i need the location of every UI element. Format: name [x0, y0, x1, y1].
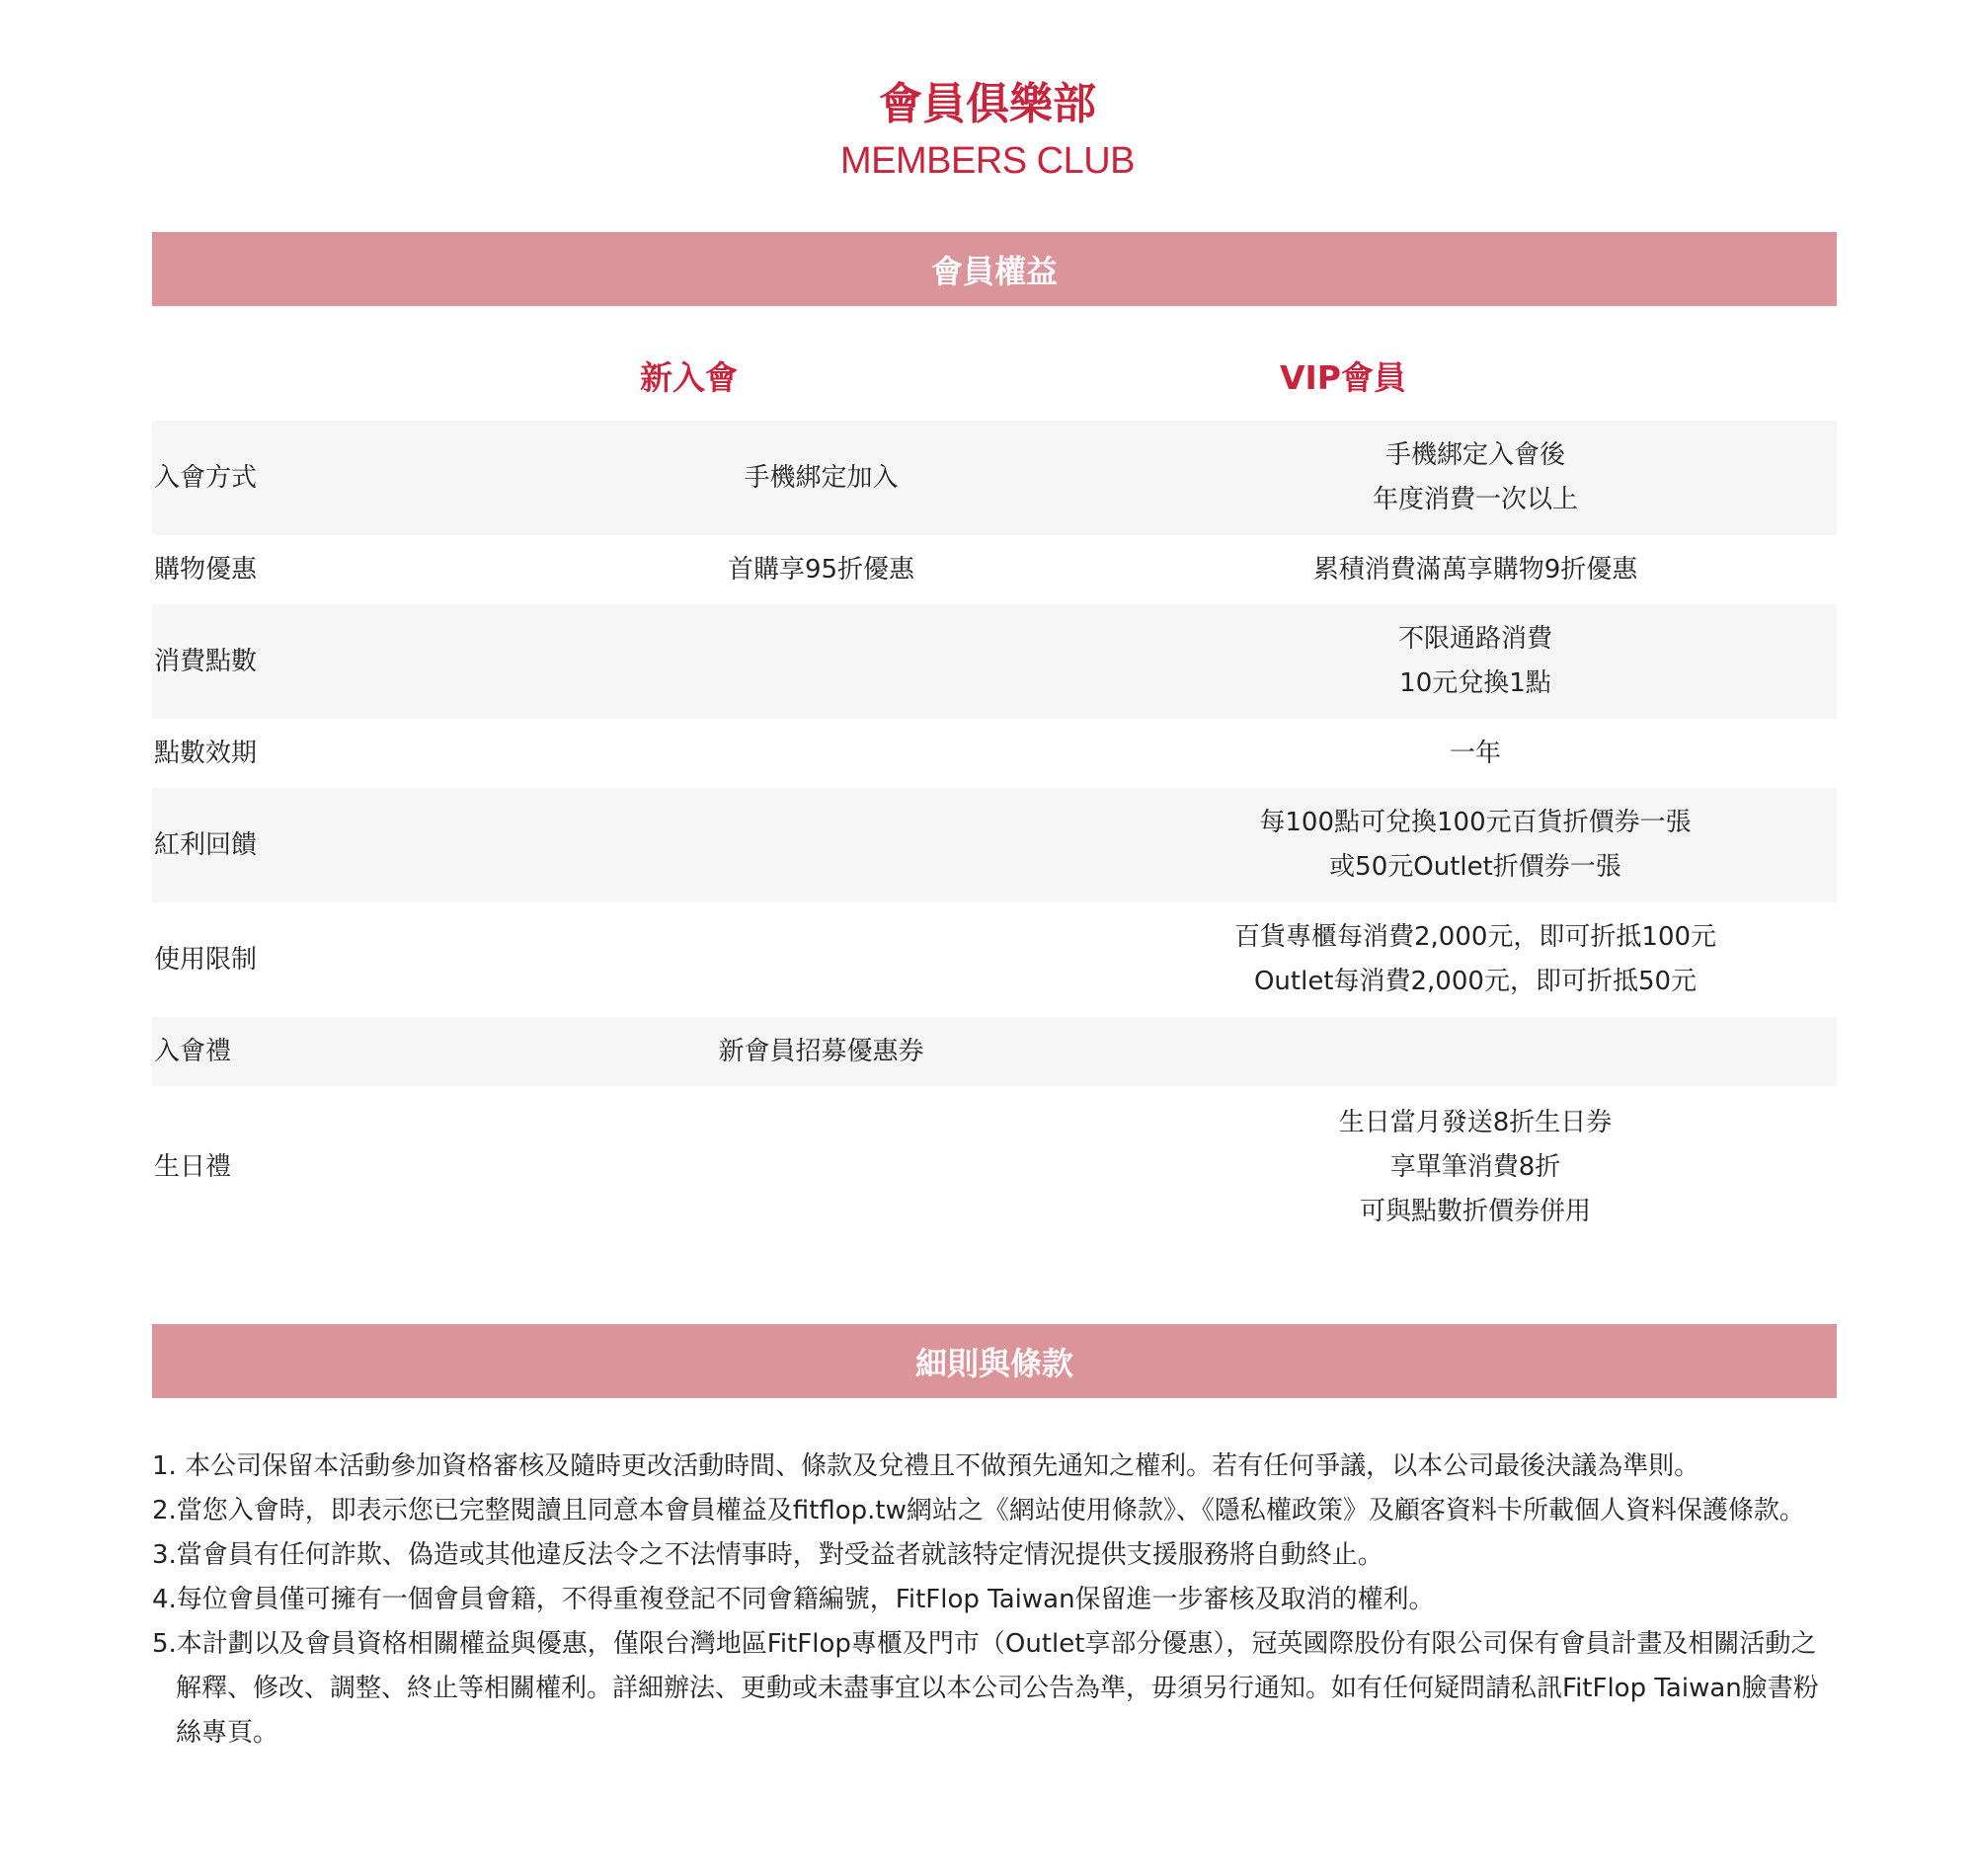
benefits-table: [152, 421, 1837, 1249]
benefit-cell-line: 新會員招募優惠券: [718, 1036, 924, 1066]
benefit-cell-line: 生日當月發送8折生日券: [1338, 1108, 1613, 1137]
benefit-cell-vip: [1228, 433, 1722, 522]
benefit-row: [152, 535, 1837, 604]
benefit-cell-line: 可與點數折價券併用: [1359, 1197, 1591, 1226]
benefit-cell-line: 首購享95折優惠: [727, 554, 915, 585]
benefit-cell-new: [587, 1030, 1056, 1074]
benefit-row-label: 消費點數: [154, 646, 258, 676]
benefit-row: [152, 1017, 1837, 1086]
benefit-cell-vip: [1228, 1101, 1722, 1234]
terms-item: 3.當會員有任何詐欺、偽造或其他違反法令之不法情事時，對受益者就該特定情況提供支援服務將自動終止。: [152, 1540, 1383, 1570]
benefit-row: [152, 1086, 1837, 1249]
benefit-cell-line: 或50元Outlet折價券一張: [1329, 852, 1621, 882]
benefit-cell-line: 不限通路消費: [1397, 624, 1552, 654]
benefit-cell-vip: [1228, 617, 1722, 706]
column-header-vip-member: VIP會員: [1279, 357, 1406, 397]
benefit-cell-line: 享單筆消費8折: [1389, 1152, 1561, 1182]
terms-list: [152, 1445, 1837, 1756]
benefit-cell-new: [587, 456, 1056, 501]
benefit-cell-line: 年度消費一次以上: [1372, 485, 1578, 514]
terms-item: 5.本計劃以及會員資格相關權益與優惠，僅限台灣地區FitFlop專櫃及門市（Outlet享部分優惠），冠英國際股份有限公司保有會員計畫及相關活動之解釋、修改、調整、終止等相關權利。詳細辦法、更動或未盡事宜以本公司公告為準，毋須另行通知。如有任何疑問請私訊FitFlop Taiwan臉書粉絲專頁。: [152, 1629, 1819, 1748]
benefit-row: [152, 421, 1837, 535]
terms-item: 2.當您入會時，即表示您已完整閱讀且同意本會員權益及fitflop.tw網站之《網站使用條款》、《隱私權政策》及顧客資料卡所載個人資料保護條款。: [152, 1496, 1805, 1525]
benefit-cell-vip: [1228, 548, 1722, 592]
benefit-row-label: 使用限制: [154, 944, 258, 975]
benefit-cell-line: 手機綁定加入: [744, 462, 899, 493]
benefit-cell-line: 一年: [1449, 738, 1501, 768]
terms-item: 4.每位會員僅可擁有一個會員會籍，不得重複登記不同會籍編號，FitFlop Taiwan保留進一步審核及取消的權利。: [152, 1585, 1435, 1614]
benefit-cell-line: 百貨專櫃每消費2,000元，即可折抵100元: [1233, 922, 1717, 952]
page-title-en: MEMBERS CLUB: [839, 140, 1136, 182]
benefit-row: [152, 902, 1837, 1017]
benefit-row-label: 生日禮: [154, 1152, 232, 1182]
benefit-row-label: 購物優惠: [154, 554, 258, 585]
terms-item: 1. 本公司保留本活動參加資格審核及隨時更改活動時間、條款及兌禮且不做預先通知之權利。若有任何爭議，以本公司最後決議為準則。: [152, 1451, 1700, 1481]
benefit-cell-vip: [1228, 801, 1722, 890]
benefit-row: [152, 788, 1837, 902]
benefit-cell-line: 10元兌換1點: [1399, 668, 1551, 698]
benefit-row: [152, 604, 1837, 719]
benefit-cell-vip: [1228, 732, 1722, 776]
benefit-row-label: 點數效期: [154, 738, 258, 768]
benefit-row-label: 入會方式: [154, 462, 258, 493]
benefit-cell-line: 累積消費滿萬享購物9折優惠: [1312, 554, 1638, 585]
page-title-cn: 會員俱樂部: [879, 79, 1096, 129]
benefit-cell-line: Outlet每消費2,000元，即可折抵50元: [1253, 967, 1698, 996]
benefit-cell-new: [587, 548, 1056, 592]
column-header-new-member: 新入會: [640, 357, 738, 397]
benefit-row-label: 入會禮: [154, 1036, 232, 1066]
benefit-row: [152, 719, 1837, 788]
benefits-section-header: 會員權益: [152, 232, 1837, 306]
benefit-cell-line: 手機綁定入會後: [1384, 440, 1565, 470]
terms-section-header: 細則與條款: [152, 1324, 1837, 1398]
benefit-cell-line: 每100點可兌換100元百貨折價券一張: [1259, 808, 1692, 837]
benefit-row-label: 紅利回饋: [154, 829, 258, 860]
benefit-cell-vip: [1228, 915, 1722, 1004]
